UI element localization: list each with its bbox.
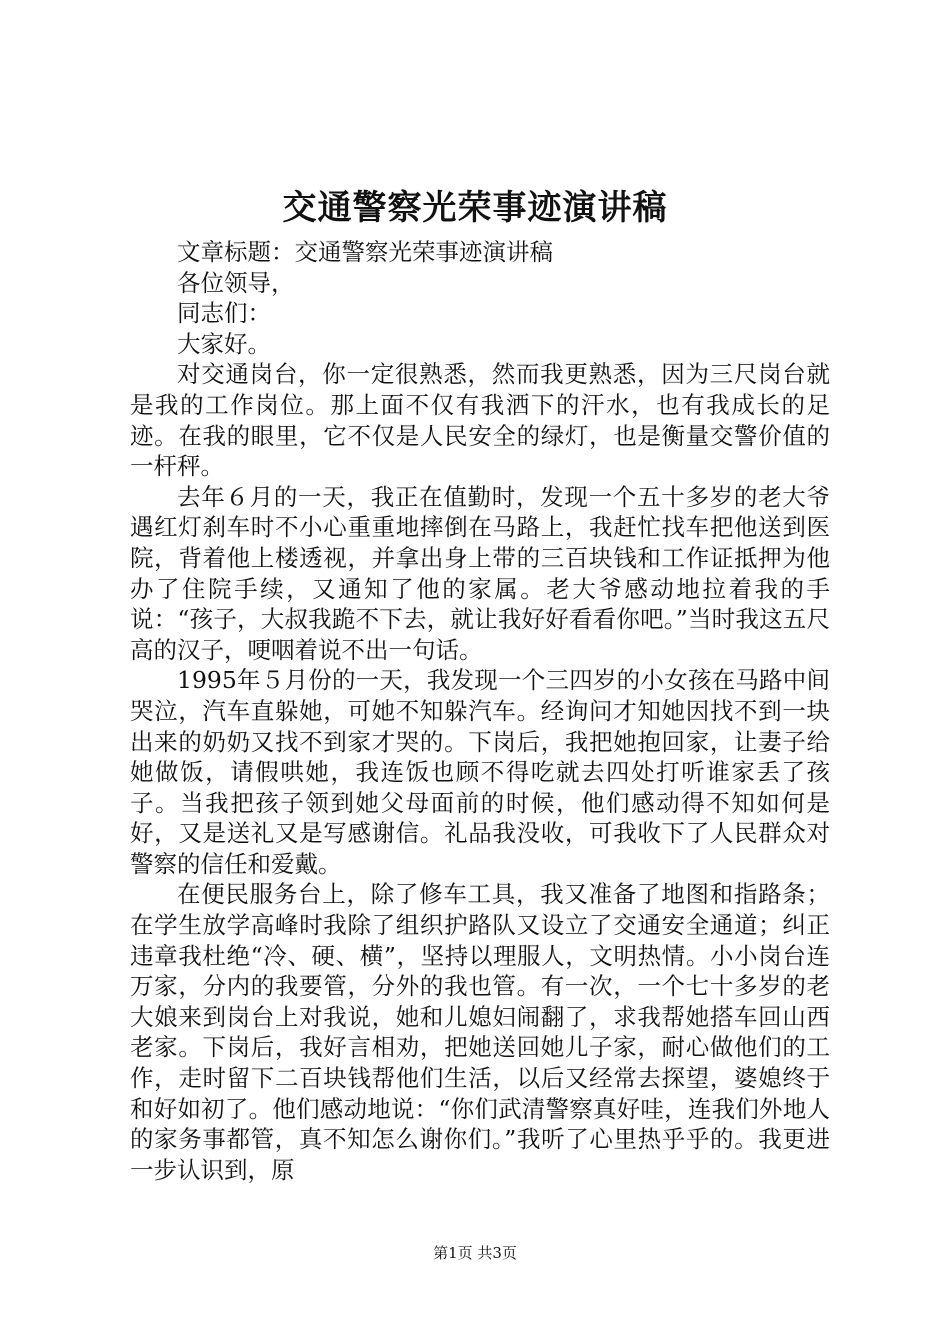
paragraph-salutation-comrades: 同志们： <box>177 299 271 328</box>
page-number-footer: 第1页 共3页 <box>433 1244 517 1262</box>
paragraph: 在便民服务台上，除了修车工具，我又准备了地图和指路条；在学生放学高峰时我除了组织护路队又设立了交通安全通道；纠正违章我杜绝“冷、硬、横”，坚持以理服人，文明热情。小小岗台连万家，分内的我要管，分外的我也管。有一次，一个七十多岁的老大娘来到岗台上对我说，她和儿媳妇闹翻了，求我帮她搭车回山西老家。下岗后，我好言相劝，把她送回她儿子家，耐心做他们的工作，走时留下二百块钱帮他们生活，以后又经常去探望，婆媳终于和好如初了。他们感动地说：“你们武清警察真好哇，连我们外地人的家务事都管，真不知怎么谢你们。”我听了心里热乎乎的。我更进一步认识到，原 <box>130 880 830 1184</box>
document-title: 交通警察光荣事迹演讲稿 <box>282 188 668 228</box>
paragraph-greeting: 大家好。 <box>177 329 271 358</box>
paragraph: 去年６月的一天，我正在值勤时，发现一个五十多岁的老大爷遇红灯刹车时不小心重重地摔倒在马路上，我赶忙找车把他送到医院，背着他上楼透视，并拿出身上带的三百块钱和工作证抵押为他办了住院手续，又通知了他的家属。老大爷感动地拉着我的手说：“孩子，大叔我跪不下去，就让我好好看看你吧。”当时我这五尺高的汉子，哽咽着说不出一句话。 <box>130 482 830 664</box>
document-body <box>130 237 830 1185</box>
paragraph-article-title: 文章标题：交通警察光荣事迹演讲稿 <box>177 238 553 266</box>
paragraph: 1995年５月份的一天，我发现一个三四岁的小女孩在马路中间哭泣，汽车直躲她，可她不知躲汽车。经询问才知她因找不到一块出来的奶奶又找不到家才哭的。下岗后，我把她抱回家，让妻子给她做饭，请假哄她，我连饭也顾不得吃就去四处打听谁家丢了孩子。当我把孩子领到她父母面前的时候，他们感动得不知如何是好，又是送礼又是写感谢信。礼品我没收，可我收下了人民群众对警察的信任和爱戴。 <box>130 666 830 878</box>
paragraph-salutation-leaders: 各位领导， <box>177 268 295 297</box>
paragraph: 对交通岗台，你一定很熟悉，然而我更熟悉，因为三尺岗台就是我的工作岗位。那上面不仅有我洒下的汗水，也有我成长的足迹。在我的眼里，它不仅是人民安全的绿灯，也是衡量交警价值的一杆秤。 <box>130 360 830 481</box>
